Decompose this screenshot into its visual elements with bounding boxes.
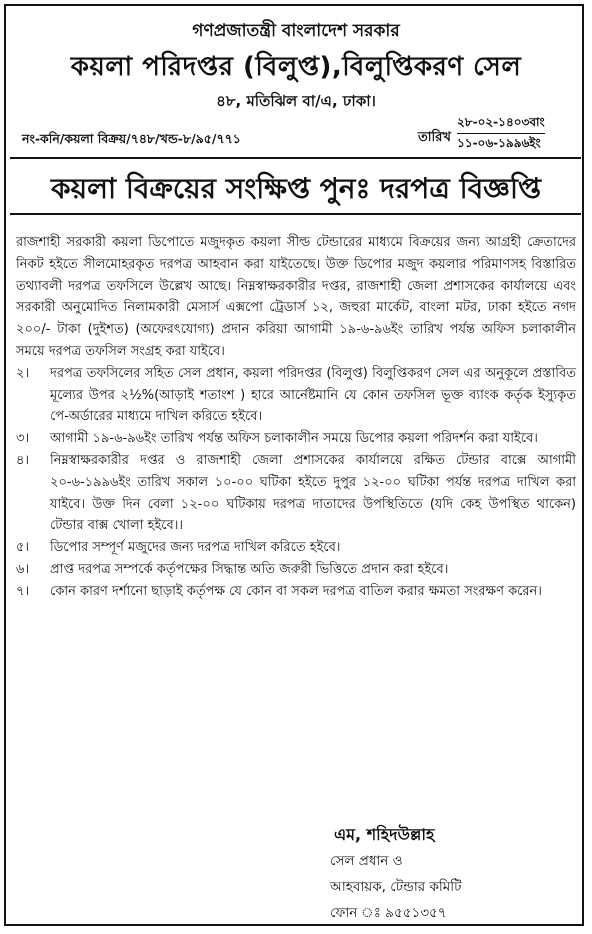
list-item [16, 559, 576, 581]
item-text: ডিপোর সম্পূর্ণ মজুদের জন্য দরপত্র দাখিল করিতে হইবে। [50, 540, 341, 556]
office-address: ৪৮, মতিঝিল বা/এ, ঢাকা। [216, 92, 376, 110]
item-text: প্রাপ্ত দরপত্র সম্পর্কে কর্তৃপক্ষের সিদ্ধান্ত অতি জরুরী ভিত্তিতে প্রদান করা হইবে। [50, 561, 449, 577]
date-block [457, 113, 545, 153]
list-item [16, 581, 576, 603]
item-number: ৫। [16, 540, 30, 556]
department-heading: কয়লা পরিদপ্তর (বিলুপ্ত),বিলুপ্তিকরণ সেল [70, 52, 522, 82]
list-item [16, 537, 576, 559]
signatory-name: এম, শহিদউল্লাহ [334, 825, 435, 844]
date-label: তারিখ [418, 130, 451, 145]
signatory-designation: আহবায়ক, টেন্ডার কমিটি [330, 879, 462, 895]
list-item [16, 363, 576, 428]
date-bangla: ২৮-০২-১৪০৩বাং [457, 113, 545, 134]
phone-number: ফোন ঃ ৯৫৫১৩৫৭ [330, 905, 447, 921]
notice-body [16, 232, 576, 603]
item-number: ৩। [16, 431, 30, 447]
item-text: কোন কারণ দর্শানো ছাড়াই কর্তৃপক্ষ যে কোন বা সকল দরপত্র বাতিল করার ক্ষমতা সংরক্ষণ করেন। [50, 583, 542, 599]
notice-title: কয়লা বিক্রয়ের সংক্ষিপ্ত পুনঃ দরপত্র বিজ্ঞপ্তি [51, 172, 541, 205]
list-item [16, 450, 576, 537]
item-text: নিম্নস্বাক্ষরকারীর দপ্তর ও রাজশাহী জেলা প্রশাসকের কার্যালয়ে রক্ষিত টেন্ডার বাক্সে আগামী ২০-৬-১৯৯৬ইং তারিখ সকাল ১০-০০ ঘটিকা হইতে দুপুর ১২-০০ ঘটিকা পর্যন্ত দরপত্র দাখিল করা যাইবে। উক্ত দিন বেলা ১২-০০ ঘটিকায় দরপত্র দাতাদের উপস্থিতিতে (যদি কেহ উপস্থিত থাকেন) টেন্ডার বাক্স খোলা হইবে।। [50, 452, 576, 534]
government-heading: গণপ্রজাতন্ত্রী বাংলাদেশ সরকার [192, 21, 400, 41]
item-text: আগামী ১৯-৬-৯৬ইং তারিখ পর্যন্ত অফিস চলাকালীন সময়ে ডিপোর কয়লা পরিদর্শন করা যাইবে। [50, 431, 538, 447]
date-english: ১১-০৬-১৯৯৬ইং [457, 136, 541, 150]
memo-number: নং-কনি/কয়লা বিক্রয়/৭৪৮/খন্ড-৮/৯৫/৭৭১ [22, 131, 241, 146]
list-item [16, 428, 576, 450]
signature-block [330, 822, 462, 926]
item-number: ৪। [16, 452, 30, 468]
signatory-designation: সেল প্রধান ও [330, 853, 403, 869]
item-number: ৬। [16, 561, 30, 577]
item-number: ২। [16, 365, 30, 381]
intro-paragraph: রাজশাহী সরকারী কয়লা ডিপোতে মজুদকৃত কয়লা সীল্ড টেন্ডারের মাধ্যমে বিক্রয়ের জন্য আগ্রহী ক্রেতাদের নিকট হইতে সীলমোহরকৃত দরপত্র আহবান করা যাইতেছে। উক্ত ডিপোর মজুদ কয়লার পরিমাণসহ বিস্তারিত তথ্যাবলী দরপত্র তফসিলে উল্লেখ আছে। নিম্নস্বাক্ষরকারীর দপ্তর, রাজশাহী জেলা প্রশাসকের কার্যালয়ে এবং সরকারী অনুমোদিত নিলামকারী মেসার্স এক্সপো ট্রেডার্স ১২, জহুরা মার্কেট, বাংলা মটর, ঢাকা হইতে নগদ ২০০/- টাকা (দুইশত) (অফেরৎযোগ্য) প্রদান করিয়া আগামী ১৯-৬-৯৬ইং তারিখ পর্যন্ত অফিস চলাকালীন সময়ে দরপত্র তফসিল সংগ্রহ করা যাইবে। [16, 235, 576, 359]
item-text: দরপত্র তফসিলের সহিত সেল প্রধান, কয়লা পরিদপ্তর (বিলুপ্ত) বিলুপ্তিকরণ সেল এর অনুকূলে প্রস্তাবিত মূল্যের উপর ২½%(আড়াই শতাংশ ) হারে আর্নেষ্টমানি যে কোন তফসিল ভূক্ত ব্যাংক কর্তৃক ইস্যুকৃত পে-অর্ডারের মাধ্যমে দাখিল করিতে হইবে। [50, 365, 576, 425]
item-number: ৭। [16, 583, 30, 599]
